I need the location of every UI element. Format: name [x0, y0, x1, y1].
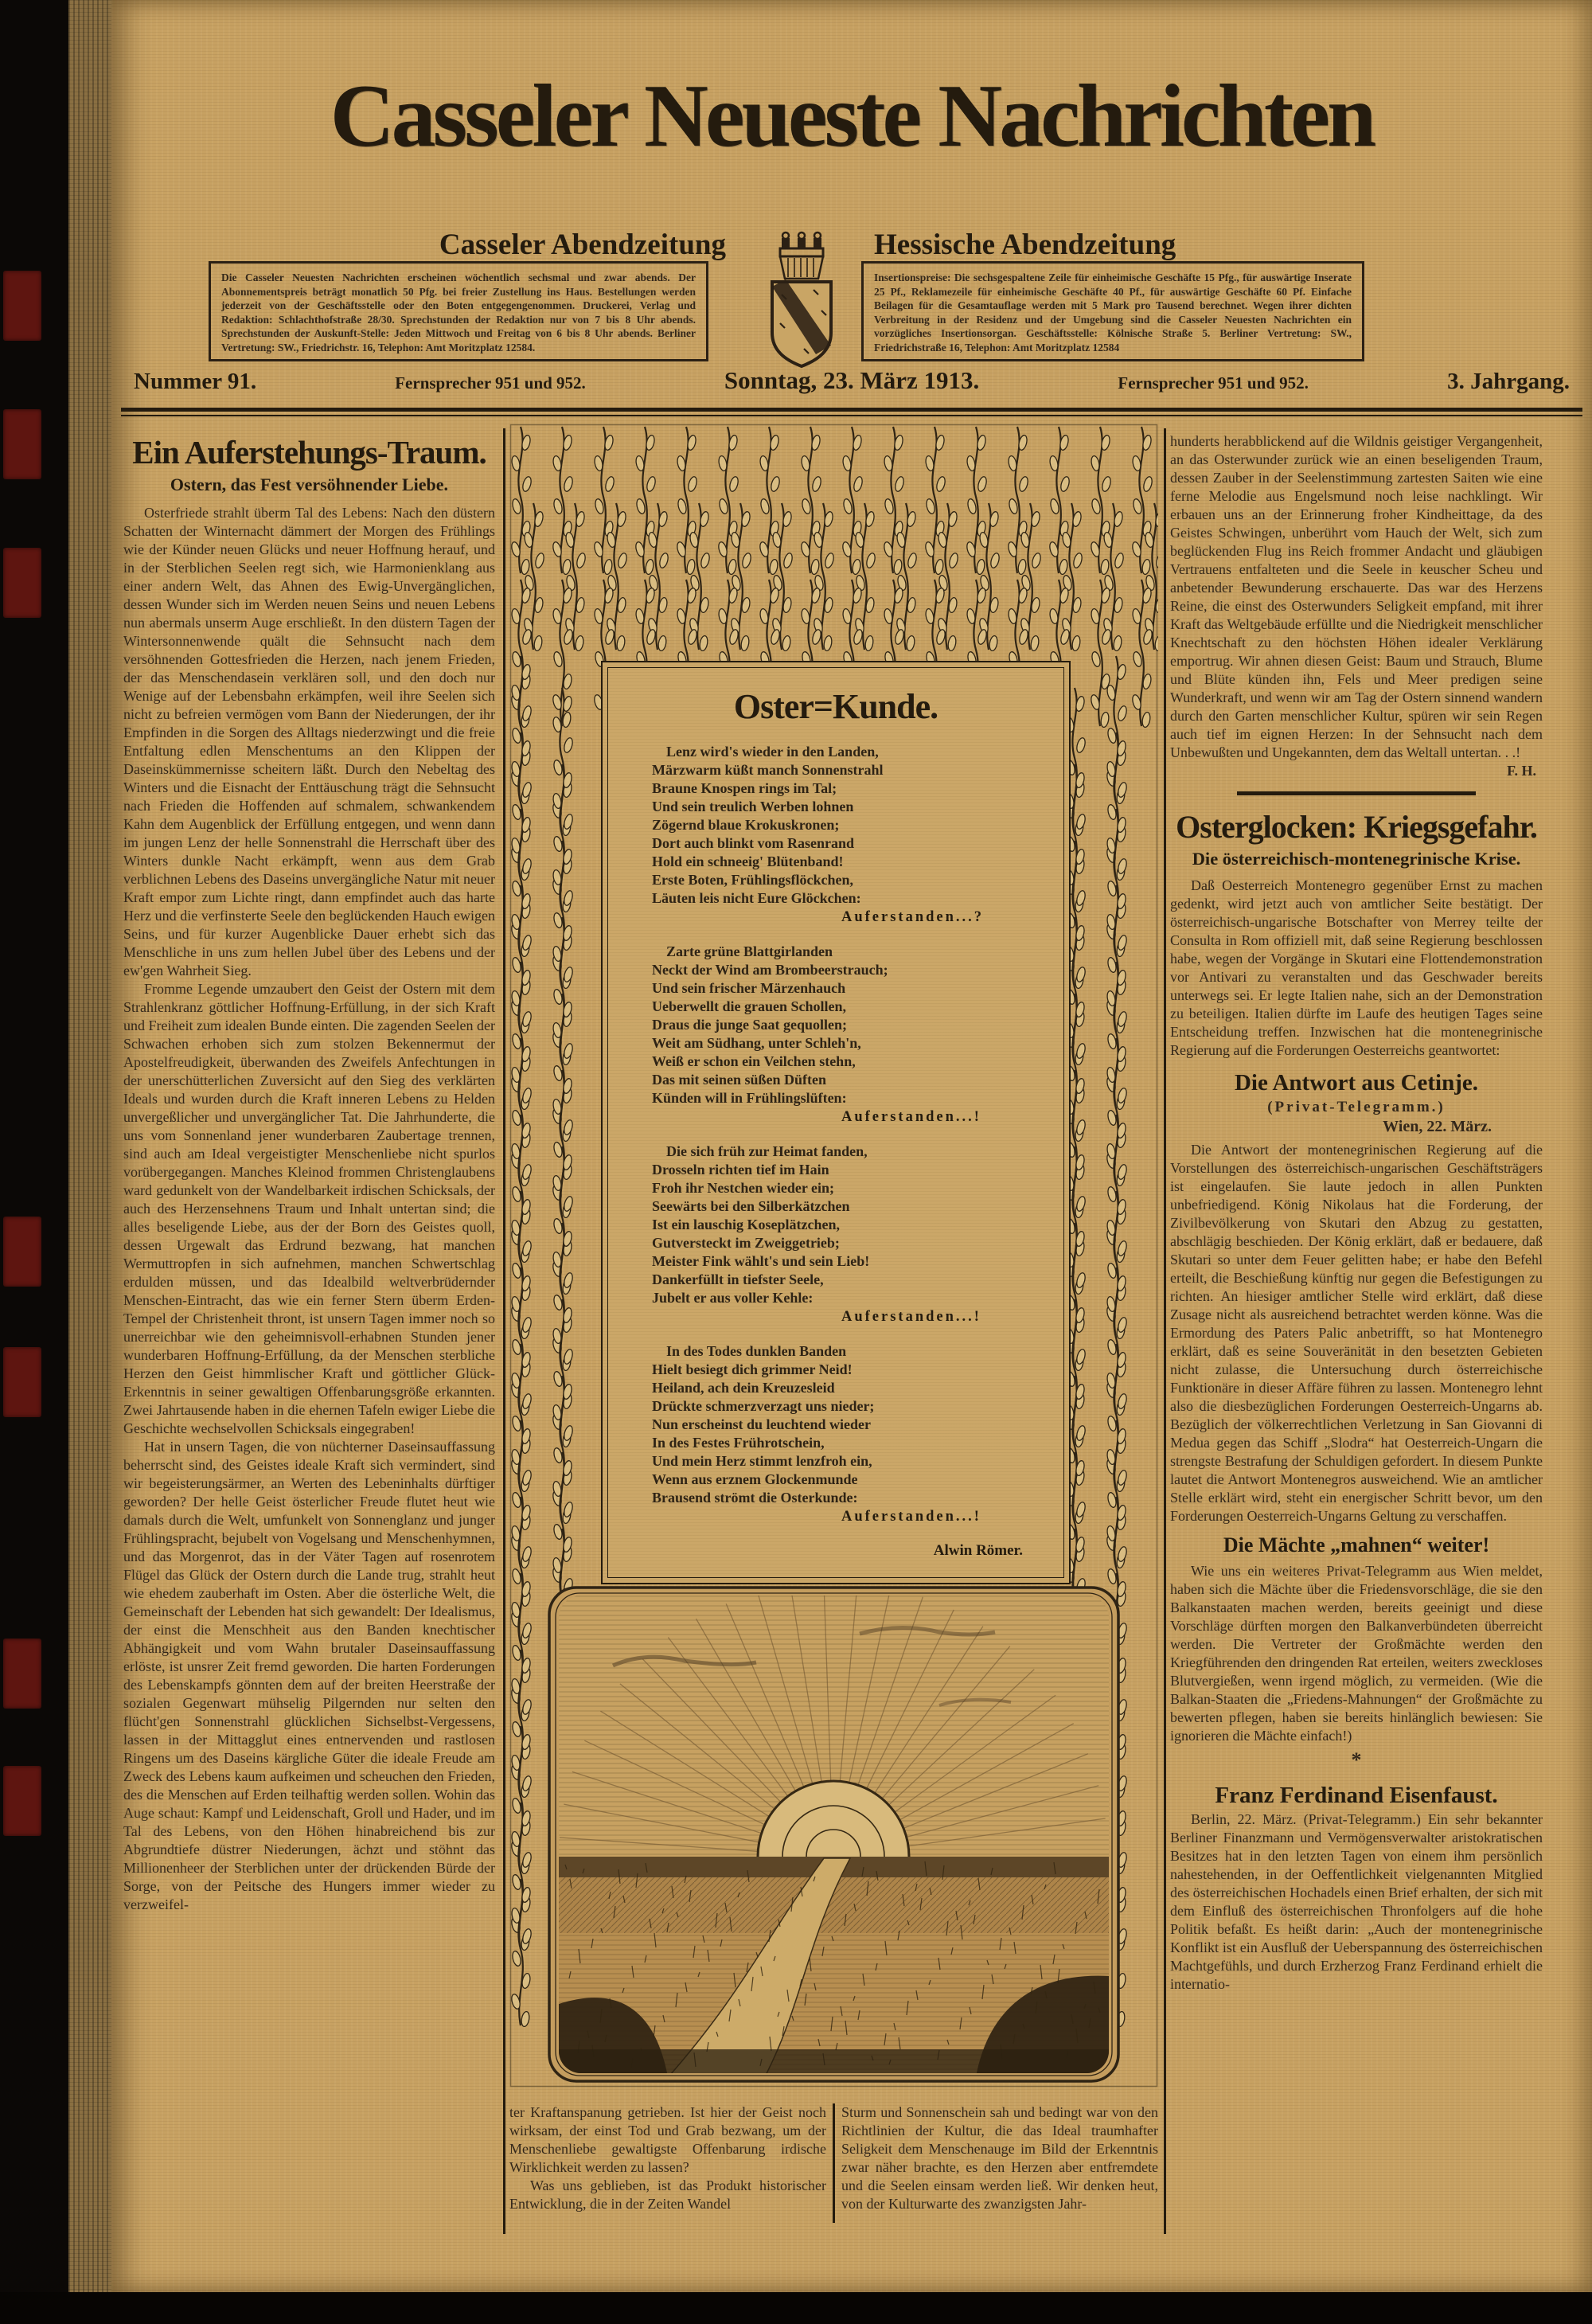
star-separator: *	[1351, 1748, 1362, 1771]
poem-title: Oster=Kunde.	[733, 687, 938, 726]
poem-panel	[601, 661, 1071, 1584]
sunrise-landscape-illustration	[549, 1582, 1118, 2081]
poem-line: Drosseln richten tief im Hain	[652, 1162, 829, 1178]
poem-line: Weiß er schon ein Veilchen stehn,	[652, 1053, 856, 1069]
issue-number: Nummer 91.	[134, 369, 257, 394]
poem-line: Seewärts bei den Silberkätzchen	[652, 1198, 850, 1214]
poem-stanza	[603, 743, 1069, 927]
subscription-info-box: Die Casseler Neuesten Nachrichten erscheinen wöchentlich sechsmal und zwar abends. Der Abonnementspreis beträgt monatlich 50 Pfg. bei freier Zustellung ins Haus. Bestellungen werden jederzeit von der Geschäftsstelle oder den Boten entgegengenommen. Druckerei, Verlag und Redaktion: Schlachthofstraße 28/30. Sprechstunden der Redaktion nur von 7 bis 8 Uhr abends. Sprechstunden der Auskunft-Stelle: Jeden Mittwoch und Freitag von 6 bis 8 Uhr abends. Berliner Vertretung: SW., Friedrichstr. 16, Telephon: Amt Moritzplatz 12584.	[209, 261, 708, 361]
poem-line: Wenn aus erznem Glockenmunde	[652, 1471, 858, 1487]
paragraph: Sturm und Sonnenschein sah und bedingt war von den Richtlinien der Kultur, die das Ideal traumhafter Seligkeit dem Menschenauge im Bild der Erkenntnis zwar näher brachte, es den Herzen aber entfremdete und die Seelen einsam werden ließ. Wir denken heut, von der Kulturwarte des zwanzigsten Jahr-	[841, 2104, 1158, 2212]
poem-line: Jubelt er aus voller Kehle:	[652, 1290, 814, 1306]
poem-line: Läuten leis nicht Eure Glöckchen:	[652, 890, 861, 906]
poem-line: Heiland, ach dein Kreuzesleid	[652, 1380, 835, 1396]
poem-line: Und mein Herz stimmt lenzfroh ein,	[652, 1453, 872, 1469]
place-dateline: Wien, 22. März.	[1383, 1118, 1492, 1135]
poem-line: Neckt der Wind am Brombeerstrauch;	[652, 962, 888, 978]
phone-left: Fernsprecher 951 und 952.	[395, 373, 586, 393]
poem-body	[603, 743, 1069, 1526]
scan-bottom-edge	[0, 2292, 1592, 2324]
continuation-column-left	[509, 2103, 826, 2237]
article-body	[123, 504, 495, 1914]
poem-line: Ueberwellt die grauen Schollen,	[652, 998, 846, 1014]
index-tab	[3, 1639, 41, 1709]
poem-line: Froh ihr Nestchen wieder ein;	[652, 1180, 834, 1196]
telegram-label: (Privat-Telegramm.)	[1267, 1099, 1446, 1115]
volume-number: 3. Jahrgang.	[1447, 369, 1570, 394]
poem-stanza	[603, 1342, 1069, 1526]
index-tab	[3, 1347, 41, 1417]
poem-line: Märzwarm küßt manch Sonnenstrahl	[652, 762, 884, 778]
article-subtitle: Ostern, das Fest versöhnender Liebe.	[170, 475, 449, 494]
paragraph: Hat in unsern Tagen, die von nüchterner Daseinsauffassung beherrscht sind, des Geistes ideale Kraft sich vermindert, sind wir begeisterungsärmer, an Werten des Lebeninhalts dürftiger geworden? Der helle Geist österlicher Freude flutet heut wie damals durch die Welt, umfunkelt von Sonnenglanz und junger Frühlingspracht, bejubelt von Vogelsang und Menschenhymnen, und das Morgenrot, das in der Väter Tagen auf rosenrotem Flügel das Glück der Ostern durch die Lande trug, strahlt heut wie ehedem zauberhaft im Osten. Aber die österliche Welt, die Gemeinschaft der Lebenden hat sich gewandelt: Der Idealismus, der einst die Menschheit aus den Banden knechtischer Abhängigkeit und vom Wahn brutaler Daseinsauffassung erlöste, ist unsrer Zeit fremd geworden. Die harten Forderungen des Lebenskampfs gönnten dem auf der breiten Heerstraße der sozialen Gegenwart mühselig Pilgernden nur selten den flücht'gen Sonnenstrahl glücklichen Sichselbst-Vergessens, lassen in der Mittagglut eines entnervenden und rastlosen Ringens um des Daseins kärgliche Güter die ideale Freude am Zweck des Lebens kaum aufkeimen und scheuchen den Frieden, des die Menschen auf Erden teilhaftig werden sollen. Wohin das Auge schaut: Kampf und Leidenschaft, Groll und Hader, und im Tal des Lebens, von den Höhen hinabreichend bis zur Abgrundtiefe düstrer Niederungen, ächzt und stöhnt das Millionenheer der Sterblichen unter der drückenden Bürde der Sorge, von der Peitsche des Hungers immer wieder zu verzweifel-	[123, 1439, 495, 1912]
right-article-column	[1170, 432, 1543, 2233]
poem-line: Nun erscheinst du leuchtend wieder	[652, 1416, 872, 1432]
poem-line: Draus die junge Saat gequollen;	[652, 1017, 848, 1033]
poem-line: In des Todes dunklen Banden	[666, 1343, 847, 1359]
center-ornament-block	[509, 424, 1158, 2088]
paragraph: Fromme Legende umzaubert den Geist der Ostern mit dem Strahlenkranz göttlicher Hoffnung-Erfüllung, in der sich Kraft und Freiheit zum idealen Bunde einten. Die zagenden Seelen der Schwachen erhoben sich zum stolzen Bekennermut der Apostelfreudigkeit, überwanden des Zweifels Anfechtungen in der unerschütterlichen Zuversicht auf den Sieg des verklärten Ideals und wurden durch die Kraft inneren Lebens zu Helden unvergeßlicher und unvergänglicher Tat. Die Jahrhunderte, die uns vom Sonnenland jener wunderbaren Zaubertage trennen, sind auch am Ideal vergeistigter Menschenliebe nicht spurlos vorübergegangen. Manches Kleinod frommen Christenglaubens ward gedunkelt von der Wandelbarkeit irdischen Schicksals, der auch des Herzensehnens Traum und Inhalt untertan sind; die alles beseligende Liebe, aus der der Born des Geistes quoll, dessen Urgewalt das Erdrund bezwang, hat manchen Wermuttropfen in sich aufnehmen, manchen Schwertschlag erdulden müssen, und das Idealbild weltverbrüdernder Menschen-Eintracht, das wie ein ferner Stern überm Erden-Tempel der Christenheit thront, ist unsern Tagen immer noch so unerreichbar wie den geheimnisvoll-erhabnen Stunden jener wunderbaren Hoffnung-Erfüllung, da der Menschen sterbliche Herzen den Geist himmlischer Kraft und göttlicher Glück-Erkenntnis in seiner gewaltigen Offenbarungsgröße erkannten. Zwei Jahrtausende haben in die ehernen Tafeln ewiger Liebe die Geschichte wechselvollen Schicksals eingegraben!	[123, 981, 495, 1436]
poem-stanza	[603, 1142, 1069, 1326]
poem-line: Zögernd blaue Krokuskronen;	[652, 817, 840, 833]
page-edge-sliver	[68, 0, 111, 2293]
paragraph: hunderts herabblickend auf die Wildnis geistiger Vergangenheit, an das Osterwunder zurück wie an einen beseligenden Traum, dessen Zauber in der Seelenstimmung zartesten Saiten wie eine ferne Melodie aus Engelsmund noch leise nachklingt. Wir erbauen uns an der Erinnerung froher Kindheittage, da des Geistes Schwingen, unberührt vom Hauch der Welt, sich zum beglückenden Flug ins Reich frommer Andacht und gläubigen Vertrauens entfalteten und die Seele in keuscher Scheu und anbetender Bewunderung erschauerte. Das war des Herzens Reine, die einst des Osterwunders Seligkeit empfand, mit ihrer Kraft das Weltgebäude erfüllte und die Niedrigkeit menschlicher Knechtschaft zu den höchsten Höhen idealer Verklärung emportrug. Wir ahnen diesen Geist: Baum und Strauch, Blume und Blüte künden ihn, Fels und Meer predigen seine Wunderkraft, und wenn wir am Tag der Ostern sinnend wandern durch den Garten menschlicher Kultur, spüren wir sein Regen auch tief im eignen Herzen: In der Sehnsucht nach dem Unbewußten und Ungekannten, dem das Weltall untertan. . .!	[1170, 433, 1543, 760]
index-tab	[3, 409, 41, 479]
paragraph: Die Antwort der montenegrinischen Regierung auf die Vorstellungen des österreichisch-ungarischen Geschäftsträgers ist eingelaufen. Sie laute jedoch in allen Punkten unbefriedigend. König Nikolaus hat die Forderung, der Zivilbevölkerung von Skutari den Abzug zu gestatten, abschlägig beschieden. Der König erklärt, daß er bedauere, daß Skutari so unter dem Feuer gelitten habe; er habe den Befehl erteilt, die Beschießung künftig nur gegen die Befestigungen zu richten. An hiesiger amtlicher Stelle wird erklärt, daß diese Zusage nicht als ausreichend betrachtet werden könne. Was die Ermordung des Paters Palic anbetrifft, so hat Montenegro erklärt, daß es seine Souveränität in den besetzten Gebieten nicht zulasse, die Untersuchung durch österreichische Funktionäre in dieser Affäre führen zu lassen. Montenegro lehnt also die diesbezüglichen Forderungen Oesterreich-Ungarns ab. Bezüglich der völkerrechtlichen Verletzung in San Giovanni di Medua gegen das Schiff „Slodra“ hat Oesterreich-Ungarn die strengste Bestrafung der Schuldigen gefordert. In diesem Punkte lautet die Antwort Montenegros ausweichend. Wie an amtlicher Stelle erklärt wird, steht ein energischer Schritt bevor, um den Forderungen Oesterreich-Ungarns Geltung zu verschaffen.	[1170, 1142, 1543, 1524]
poem-line: Lenz wird's wieder in den Landen,	[666, 744, 879, 760]
index-tab	[3, 1766, 41, 1836]
poem-line: Dankerfüllt in tiefster Seele,	[652, 1271, 824, 1287]
poem-line: Die sich früh zur Heimat fanden,	[666, 1143, 868, 1159]
paragraph: ter Kraftanspanung getrieben. Ist hier der Geist noch wirksam, der einst Tod und Grab bezwang, um der Menschenliebe gewaltigste Offenbarung irdische Wirklichkeit werden zu lassen?	[509, 2104, 826, 2175]
poem-line: In des Festes Frührotschein,	[652, 1435, 825, 1451]
poem-line: Erste Boten, Frühlingsflöckchen,	[652, 872, 854, 888]
paragraph: Daß Oesterreich Montenegro gegenüber Ernst zu machen gedenkt, wird jetzt auch von amtlicher Seite bestätigt. Der österreichisch-ungarische Botschafter von Merrey teilte der Consulta in Rom offiziell mit, daß seine Regierung beschlossen habe, wegen der Vorgänge in Skutari eine Flottendemonstration vor Antivari zu veranstalten und das Geschwader bereits unterwegs sei. Er legte Italien nahe, sich an der Demonstration zu beteiligen. Italien dürfte im Laufe des heutigen Tages seine Entscheidung treffen. Inzwischen hat die montenegrinische Regierung auf die Forderungen Oesterreichs geantwortet:	[1170, 877, 1543, 1058]
poem-line: Ist ein lauschig Koseplätzchen,	[652, 1217, 841, 1232]
column-rule	[833, 2103, 835, 2223]
masthead-divider-rule	[121, 408, 1582, 416]
poem-author: Alwin Römer.	[933, 1542, 1023, 1559]
index-tab	[3, 1217, 41, 1287]
paragraph: Osterfriede strahlt überm Tal des Lebens: Nach den düstern Schatten der Winternacht dämmert der Morgen des Frühlings wie der Künder neuen Glücks und neuer Hoffnung herauf, und in der Sterblichen Seelen regt sich, wie Harmonienklang aus einer andern Welt, das Ahnen des Ewig-Unvergänglichen, dessen Wunder sich im Werden neuen Seins und neuen Lebens nun abermals unserm Auge erschließt. In den düstern Tagen der Wintersonnenwende quält die Sehnsucht nach dem versöhnenden Gottesfrieden die Herzen, nach jenem Frieden, der das Menschendasein verklären soll, und den doch nur Wenige auf der Lebensbahn erkämpfen, weil ihre Seelen sich nicht zu befreien vermögen vom Bann der Niederungen, der ihr Empfinden in die Sorgen des Alltags niederzwingt und die freie Entfaltung edlen Menschentums an den Klippen der Daseinskümmernisse scheitern läßt. Durch den Nebeltag des Winters und die Eisnacht der Enttäuschung trägt die Sehnsucht nach Frieden die Hoffenden auf schmalem, schwankendem Kahn dem Augenblick der Erfüllung entgegen, und wenn dann im jungen Lenz der helle Sonnenstrahl die Herrschaft über des Winters dunkle Nacht erkämpft, wenn aus dem Grab verblichnen Lebens des Daseins unvergängliche Natur mit neuer Kraft empor zum Lichte ringt, dann empfindet auch das harte Herz und die verfinsterte Seele den beglückenden Hauch ewigen Seins, und für kurzer Augenblicke Dauer erhebt sich das Menschliche in uns zum hellen Jubel über des Lebens und der ew'gen Wahrheit Sieg.	[123, 505, 495, 978]
subtitle-hessische-abendzeitung: Hessische Abendzeitung	[874, 228, 1176, 261]
poem-refrain: Auferstanden...!	[841, 1309, 981, 1325]
phone-right: Fernsprecher 951 und 952.	[1118, 373, 1309, 393]
poem-stanza	[603, 943, 1069, 1127]
poem-refrain: Auferstanden...!	[841, 1109, 981, 1125]
section-heading: Die Antwort aus Cetinje.	[1234, 1070, 1479, 1096]
paragraph: Was uns geblieben, ist das Produkt historischer Entwicklung, die in der Zeiten Wandel	[509, 2178, 826, 2212]
paragraph: Wie uns ein weiteres Privat-Telegramm aus Wien meldet, haben sich die Mächte über die Friedensvorschläge, die sie den Balkanstaaten machen werden, bereits geeinigt und diese Vorschläge dürften morgen den Balkanverbündeten überreicht werden. Die Vertreter der Großmächte werden den Kriegführenden den dringenden Rat erteilen, weiters zweckloses Blutvergießen, wenn irgend möglich, zu vermeiden. (Wie die Balkan-Staaten die „Friedens-Mahnungen“ der Großmächte zu bewerten pflegen, haben sie bereits hinlänglich bewiesen: Sie ignorieren die Mächte einfach!)	[1170, 1563, 1543, 1744]
column-rule	[503, 428, 505, 2234]
subtitle-casseler-abendzeitung: Casseler Abendzeitung	[439, 228, 726, 261]
newspaper-front-page	[111, 0, 1592, 2293]
poem-line: Künden will in Frühlingslüften:	[652, 1090, 847, 1106]
poem-line: Hielt besiegt dich grimmer Neid!	[652, 1361, 853, 1377]
dateline-row	[134, 366, 1570, 395]
poem-line: Gutversteckt im Zweiggetrieb;	[652, 1235, 840, 1251]
article-title: Franz Ferdinand Eisenfaust.	[1215, 1783, 1498, 1808]
continuation-columns	[509, 2103, 1158, 2237]
poem-line: Zarte grüne Blattgirlanden	[666, 943, 833, 959]
section-divider-rule	[1237, 791, 1476, 795]
poem-line: Weit am Südhang, unter Schleh'n,	[652, 1035, 861, 1051]
article-title: Ein Auferstehungs-Traum.	[132, 434, 486, 471]
continuation-column-right	[841, 2103, 1158, 2237]
left-article-column	[123, 432, 495, 2233]
poem-line: Meister Fink wählt's und sein Lieb!	[652, 1253, 870, 1269]
author-initials: F. H.	[1507, 763, 1536, 779]
poem-line: Und sein treulich Werben lohnen	[652, 799, 854, 814]
masthead-title: Casseler Neueste Nachrichten	[330, 67, 1374, 166]
issue-date: Sonntag, 23. März 1913.	[724, 366, 980, 394]
index-tab	[3, 271, 41, 341]
book-spine	[0, 0, 111, 2324]
section-heading: Die Mächte „mahnen“ weiter!	[1223, 1533, 1490, 1556]
poem-line: Dort auch blinkt vom Rasenrand	[652, 835, 855, 851]
article-subtitle: Die österreichisch-montenegrinische Krise.	[1192, 849, 1521, 869]
article-title: Osterglocken: Kriegsgefahr.	[1176, 809, 1537, 845]
poem-line: Braune Knospen rings im Tal;	[652, 780, 837, 796]
city-crest-icon	[758, 229, 845, 369]
index-tab	[3, 548, 41, 618]
advertising-info-box: Insertionspreise: Die sechsgespaltene Zeile für einheimische Geschäfte 15 Pfg., für auswärtige Inserate 25 Pf., Reklamezeile für einheimische Geschäfte 40 Pf., für auswärtige Geschäfte 60 Pf. Einfache Beilagen für die Gesamtauflage werden mit 5 Mark pro Tausend berechnet. Wegen ihrer dichten Verbreitung in der Residenz und der Umgebung sind die Casseler Neuesten Nachrichten ein vorzügliches Insertionsorgan. Geschäftsstelle: Kölnische Straße 5. Berliner Vertretung: SW., Friedrichstraße 16, Telephon: Amt Moritzplatz 12584	[861, 261, 1364, 361]
poem-line: Und sein frischer Märzenhauch	[652, 980, 846, 996]
paragraph: Berlin, 22. März. (Privat-Telegramm.) Ein sehr bekannter Berliner Finanzmann und Vermögensverwalter aristokratischen Besitzes hat in den letzten Tagen von einem ihm persönlich nahestehenden, in der Oeffentlichkeit vielgenannten Mitglied des österreichischen Hochadels einen Brief erhalten, der sich mit dem Einfluß des österreichischen Thronfolgers auf die hohe Politik befaßt. Es heißt darin: „Auch der montenegrinische Konflikt ist ein Ausfluß der Ueberspannung des österreichischen Machtgefühls, und durch Erzherzog Franz Ferdinand erhielt die internatio-	[1170, 1811, 1543, 1992]
poem-line: Brausend strömt die Osterkunde:	[652, 1490, 858, 1506]
poem-line: Hold ein schneeig' Blütenband!	[652, 853, 844, 869]
poem-line: Drückte schmerzverzagt uns nieder;	[652, 1398, 875, 1414]
poem-line: Das mit seinen süßen Düften	[652, 1072, 827, 1088]
poem-refrain: Auferstanden...?	[841, 909, 985, 925]
column-rule	[1164, 428, 1166, 2234]
poem-refrain: Auferstanden...!	[841, 1509, 981, 1525]
